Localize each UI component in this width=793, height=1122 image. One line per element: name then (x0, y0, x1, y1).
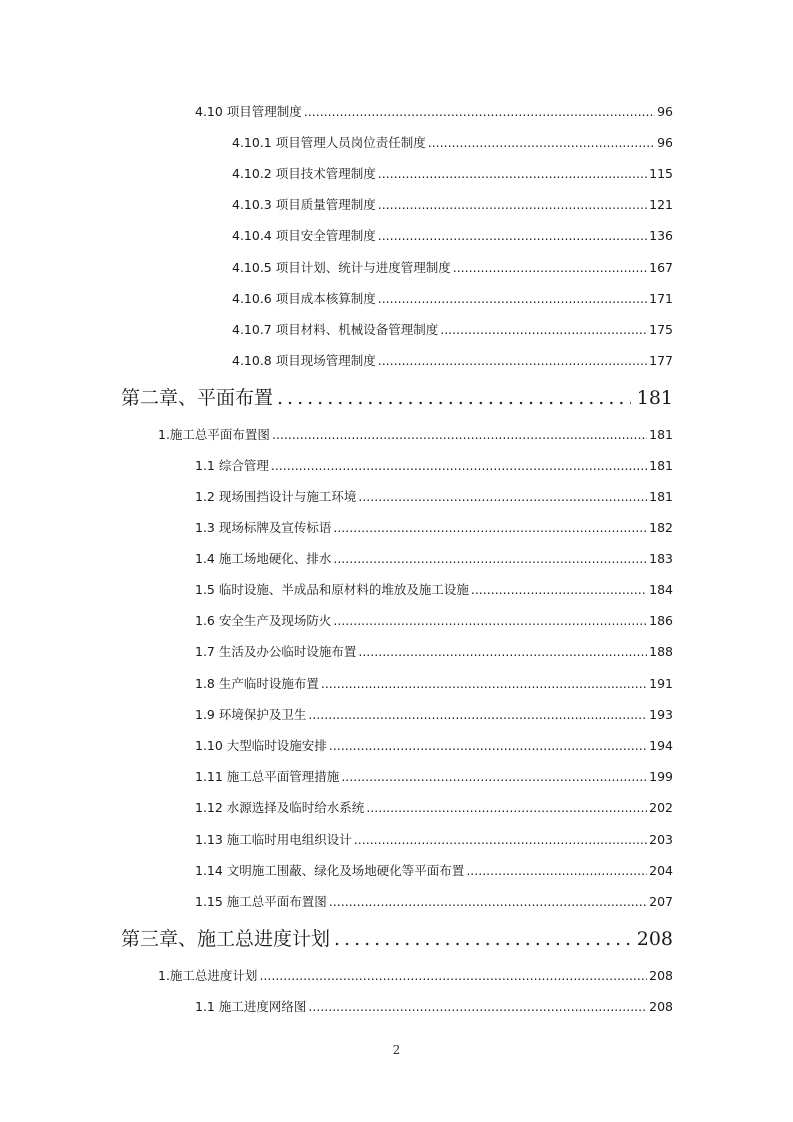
toc-leader-dots (378, 291, 647, 307)
toc-entry-page: 203 (649, 832, 673, 847)
toc-entry-1-6[interactable] (195, 613, 673, 629)
toc-entry-page: 188 (649, 644, 673, 659)
toc-entry-1-7[interactable] (195, 644, 673, 660)
toc-entry-page: 96 (657, 104, 673, 119)
toc-entry-4-10-8[interactable] (232, 353, 673, 369)
toc-leader-dots (334, 927, 631, 951)
toc-entry-page: 191 (649, 676, 673, 691)
toc-entry-page: 115 (649, 166, 673, 181)
toc-entry-page: 193 (649, 707, 673, 722)
toc-entry-title: 4.10.7 项目材料、机械设备管理制度 (232, 322, 439, 337)
toc-entry-4-10-7[interactable] (232, 322, 673, 338)
toc-leader-dots (466, 863, 647, 879)
toc-entry-title: 1.8 生产临时设施布置 (195, 676, 319, 691)
toc-leader-dots (341, 769, 647, 785)
toc-entry-4-10-4[interactable] (232, 228, 673, 244)
toc-entry-page: 184 (649, 582, 673, 597)
toc-entry-1-1[interactable] (195, 458, 673, 474)
toc-leader-dots (358, 489, 647, 505)
toc-entry-title: 4.10.1 项目管理人员岗位责任制度 (232, 135, 426, 150)
toc-leader-dots (333, 520, 647, 536)
toc-entry-page: 186 (649, 613, 673, 628)
toc-leader-dots (272, 427, 647, 443)
toc-entry-page: 208 (649, 999, 673, 1014)
toc-leader-dots (321, 676, 647, 692)
toc-entry-1-3[interactable] (195, 520, 673, 536)
toc-chapter-page: 208 (636, 928, 673, 950)
toc-leader-dots (333, 613, 647, 629)
toc-leader-dots (308, 707, 647, 723)
page-number: 2 (392, 1043, 401, 1057)
toc-entry-title: 1.7 生活及办公临时设施布置 (195, 644, 357, 659)
toc-entry-page: 181 (649, 427, 673, 442)
toc-entry-page: 121 (649, 197, 673, 212)
toc-entry-1-4[interactable] (195, 551, 673, 567)
toc-entry-1-14[interactable] (195, 863, 673, 879)
toc-entry-1-8[interactable] (195, 676, 673, 692)
toc-entry-title: 1.4 施工场地硬化、排水 (195, 551, 332, 566)
toc-chapter-title: 第三章、施工总进度计划 (121, 928, 331, 950)
toc-leader-dots (366, 800, 647, 816)
toc-entry-4-10-5[interactable] (232, 260, 673, 276)
toc-entry-1-13[interactable] (195, 832, 673, 848)
toc-entry-1-1-network[interactable] (195, 999, 673, 1015)
toc-leader-dots (453, 260, 647, 276)
toc-entry-1-11[interactable] (195, 769, 673, 785)
toc-entry-page: 183 (649, 551, 673, 566)
toc-entry-4-10-1[interactable] (232, 135, 673, 151)
toc-entry-title: 1.6 安全生产及现场防火 (195, 613, 332, 628)
toc-entry-title: 1.12 水源选择及临时给水系统 (195, 800, 365, 815)
toc-leader-dots (259, 968, 647, 984)
toc-leader-dots (271, 458, 647, 474)
toc-entry-page: 167 (649, 260, 673, 275)
toc-entry-title: 1.1 施工进度网络图 (195, 999, 307, 1014)
toc-leader-dots (428, 135, 655, 151)
toc-entry-title: 1.5 临时设施、半成品和原材料的堆放及施工设施 (195, 582, 469, 597)
toc-leader-dots (378, 228, 647, 244)
toc-entry-title: 1.1 综合管理 (195, 458, 269, 473)
toc-entry-4-10-6[interactable] (232, 291, 673, 307)
toc-entry-title: 1.10 大型临时设施安排 (195, 738, 327, 753)
toc-entry-page: 199 (649, 769, 673, 784)
toc-leader-dots (354, 832, 647, 848)
toc-entry-title: 4.10.4 项目安全管理制度 (232, 228, 376, 243)
toc-chapter-title: 第二章、平面布置 (121, 387, 274, 409)
toc-entry-1[interactable] (158, 427, 673, 443)
toc-entry-title: 4.10.3 项目质量管理制度 (232, 197, 376, 212)
toc-leader-dots (329, 894, 647, 910)
toc-entry-page: 96 (657, 135, 673, 150)
toc-entry-page: 177 (649, 353, 673, 368)
toc-entry-page: 194 (649, 738, 673, 753)
toc-entry-page: 202 (649, 800, 673, 815)
toc-entry-1-15[interactable] (195, 894, 673, 910)
toc-entry-title: 1.3 现场标牌及宣传标语 (195, 520, 332, 535)
toc-entry-page: 182 (649, 520, 673, 535)
toc-entry-title: 1.施工总平面布置图 (158, 427, 270, 442)
toc-chapter-2[interactable] (121, 386, 673, 410)
toc-leader-dots (378, 166, 647, 182)
toc-chapter-page: 181 (636, 387, 673, 409)
toc-entry-1-5[interactable] (195, 582, 673, 598)
toc-leader-dots (329, 738, 647, 754)
toc-entry-page: 208 (649, 968, 673, 983)
toc-entry-title: 4.10.5 项目计划、统计与进度管理制度 (232, 260, 451, 275)
toc-entry-title: 1.9 环境保护及卫生 (195, 707, 307, 722)
toc-entry-4-10-2[interactable] (232, 166, 673, 182)
toc-entry-title: 4.10.6 项目成本核算制度 (232, 291, 376, 306)
toc-chapter-3[interactable] (121, 927, 673, 951)
toc-entry-1-2[interactable] (195, 489, 673, 505)
toc-entry-1-10[interactable] (195, 738, 673, 754)
toc-entry-page: 136 (649, 228, 673, 243)
toc-entry-1-9[interactable] (195, 707, 673, 723)
toc-entry-1-12[interactable] (195, 800, 673, 816)
toc-entry-page: 207 (649, 894, 673, 909)
toc-entry-title: 4.10.8 项目现场管理制度 (232, 353, 376, 368)
toc-entry-title: 1.11 施工总平面管理措施 (195, 769, 340, 784)
toc-leader-dots (378, 353, 647, 369)
toc-leader-dots (333, 551, 647, 567)
toc-entry-title: 4.10 项目管理制度 (195, 104, 302, 119)
toc-leader-dots (277, 386, 631, 410)
toc-entry-4-10[interactable] (195, 104, 673, 120)
toc-entry-title: 1.施工总进度计划 (158, 968, 258, 983)
toc-entry-title: 1.13 施工临时用电组织设计 (195, 832, 352, 847)
toc-leader-dots (378, 197, 647, 213)
toc-entry-page: 181 (649, 489, 673, 504)
toc-leader-dots (440, 322, 647, 338)
toc-leader-dots (471, 582, 647, 598)
toc-entry-title: 1.15 施工总平面布置图 (195, 894, 327, 909)
toc-entry-page: 204 (649, 863, 673, 878)
toc-entry-title: 4.10.2 项目技术管理制度 (232, 166, 376, 181)
toc-entry-page: 171 (649, 291, 673, 306)
toc-entry-1-schedule[interactable] (158, 968, 673, 984)
toc-entry-page: 181 (649, 458, 673, 473)
toc-entry-4-10-3[interactable] (232, 197, 673, 213)
toc-leader-dots (358, 644, 647, 660)
toc-entry-title: 1.2 现场围挡设计与施工环境 (195, 489, 357, 504)
toc-leader-dots (308, 999, 647, 1015)
toc-entry-title: 1.14 文明施工围蔽、绿化及场地硬化等平面布置 (195, 863, 465, 878)
toc-entry-page: 175 (649, 322, 673, 337)
toc-leader-dots (304, 104, 655, 120)
